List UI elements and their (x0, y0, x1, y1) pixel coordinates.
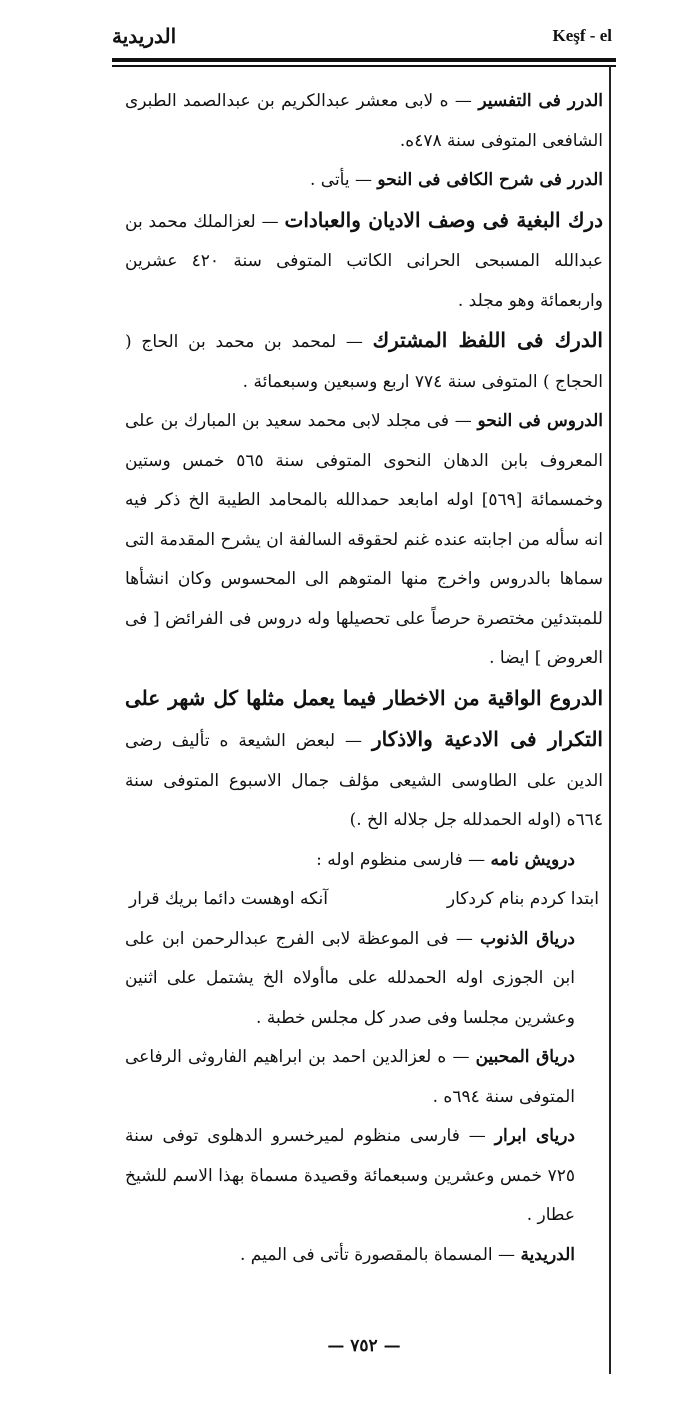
entry-diryaq-dhunub (125, 920, 603, 1039)
entry-durus-nahw (125, 402, 603, 679)
entry-darwish-nama (125, 841, 603, 881)
entry-duraydiyya (125, 1236, 603, 1276)
entry-text: — لبعض الشيعة ه تأليف رضى الدين على الطاوسى الشيعى مؤلف جمال الاسبوع المتوفى سنة ٦٦٤ه (اوله الحمدلله جل جلاله الخ .) (125, 731, 603, 830)
entry-title: الدروس فى النحو (477, 411, 603, 431)
entry-title: درياى ابرار (494, 1126, 575, 1146)
entry-text: — فى مجلد لابى محمد سعيد بن المبارك بن على المعروف بابن الدهان النحوى المتوفى سنة ٥٦٥ خمس وستين وخمسمائة [٥٦٩] اوله امابعد حمدالله بالمحامد الطيبة الخ ذكر فيه انه سأله من اجابته عنده غنم لحقوقه السالفة ان يشرح المقدمة التى سماها بالدروس واخرج منها المتوهم الى المحسوس وكان انشأها للمبتدئين مختصرة حرصاً على تحصيلها وله دروس فى الفرائض [ فى العروض ] ايضا . (125, 411, 603, 668)
page-header (112, 22, 612, 52)
margin-rule (609, 66, 611, 1374)
entry-text: — لمحمد بن محمد بن الحاج ( الحجاج ) المتوفى سنة ٧٧٤ اربع وسبعين وسبعمائة . (125, 332, 603, 392)
entry-title: درياق المحبين (475, 1047, 575, 1067)
entry-title: الدرك فى اللفظ المشترك (372, 328, 603, 352)
entry-text: — يأتى . (309, 170, 378, 190)
entry-title: الدريدية (520, 1244, 575, 1265)
poem-verse (125, 880, 603, 920)
entry-text: — ه لعزالدين احمد بن ابراهيم الفاروثى الرفاعى المتوفى سنة ٦٩٤ه . (125, 1047, 575, 1107)
verse-hemistich-first: ابتدا كردم بنام كردكار (446, 889, 599, 909)
header-rule-thick (112, 58, 616, 62)
entry-text: — فارسى منظوم لميرخسرو الدهلوى توفى سنة ٧٢٥ خمس وعشرين وسبعمائة وقصيدة مسماة بهذا الاسم للشيخ عطار . (125, 1126, 575, 1225)
entry-text: — المسماة بالمقصورة تأتى فى الميم . (239, 1244, 521, 1265)
entry-durar-kafi (125, 161, 603, 201)
entry-dark-lafz (125, 321, 603, 402)
page-body (125, 82, 603, 1275)
page-number: — ٧٥٢ — (327, 1336, 401, 1356)
entry-dark-bughya (125, 201, 603, 322)
entry-title: الدرر فى شرح الكافى فى النحو (377, 170, 603, 190)
entry-text: — لعزالملك محمد بن عبدالله المسبحى الحرانى الكاتب المتوفى سنة ٤٢٠ عشرين واربعمائة وهو مجلد . (125, 211, 604, 311)
entry-durar-tafsir (125, 82, 603, 161)
entry-title: درياق الذنوب (480, 928, 575, 949)
entry-title: درك البغية فى وصف الاديان والعبادات (284, 207, 603, 232)
entry-title: درويش نامه (490, 849, 575, 870)
running-title-latin: Keşf - el (552, 26, 612, 45)
entry-diryaq-muhibbin (125, 1038, 603, 1117)
entry-duru-waqiya (125, 679, 603, 841)
running-title: الدريدية (112, 24, 177, 48)
entry-daryay-abrar (125, 1117, 603, 1236)
entry-text: — ه لابى معشر عبدالكريم بن عبدالصمد الطبرى الشافعى المتوفى سنة ٤٧٨ه. (125, 91, 603, 151)
entry-title: الدروع الواقية من الاخطار فيما يعمل مثلها كل شهر على التكرار فى الادعية والاذكار (125, 685, 603, 751)
header-rule-thin (112, 65, 616, 67)
verse-hemistich-second: آنكه اوهست دائما بريك قرار (129, 889, 328, 909)
entry-text: — فى الموعظة لابى الفرج عبدالرحمن ابن على ابن الجوزى اوله الحمدلله على ماأولاه الخ يشتمل على اثنين وعشرين مجلسا وفى صدر كل مجلس خطبة . (125, 928, 575, 1028)
entry-title: الدرر فى التفسير (478, 91, 604, 111)
entry-text: — فارسى منظوم اوله : (316, 849, 491, 870)
